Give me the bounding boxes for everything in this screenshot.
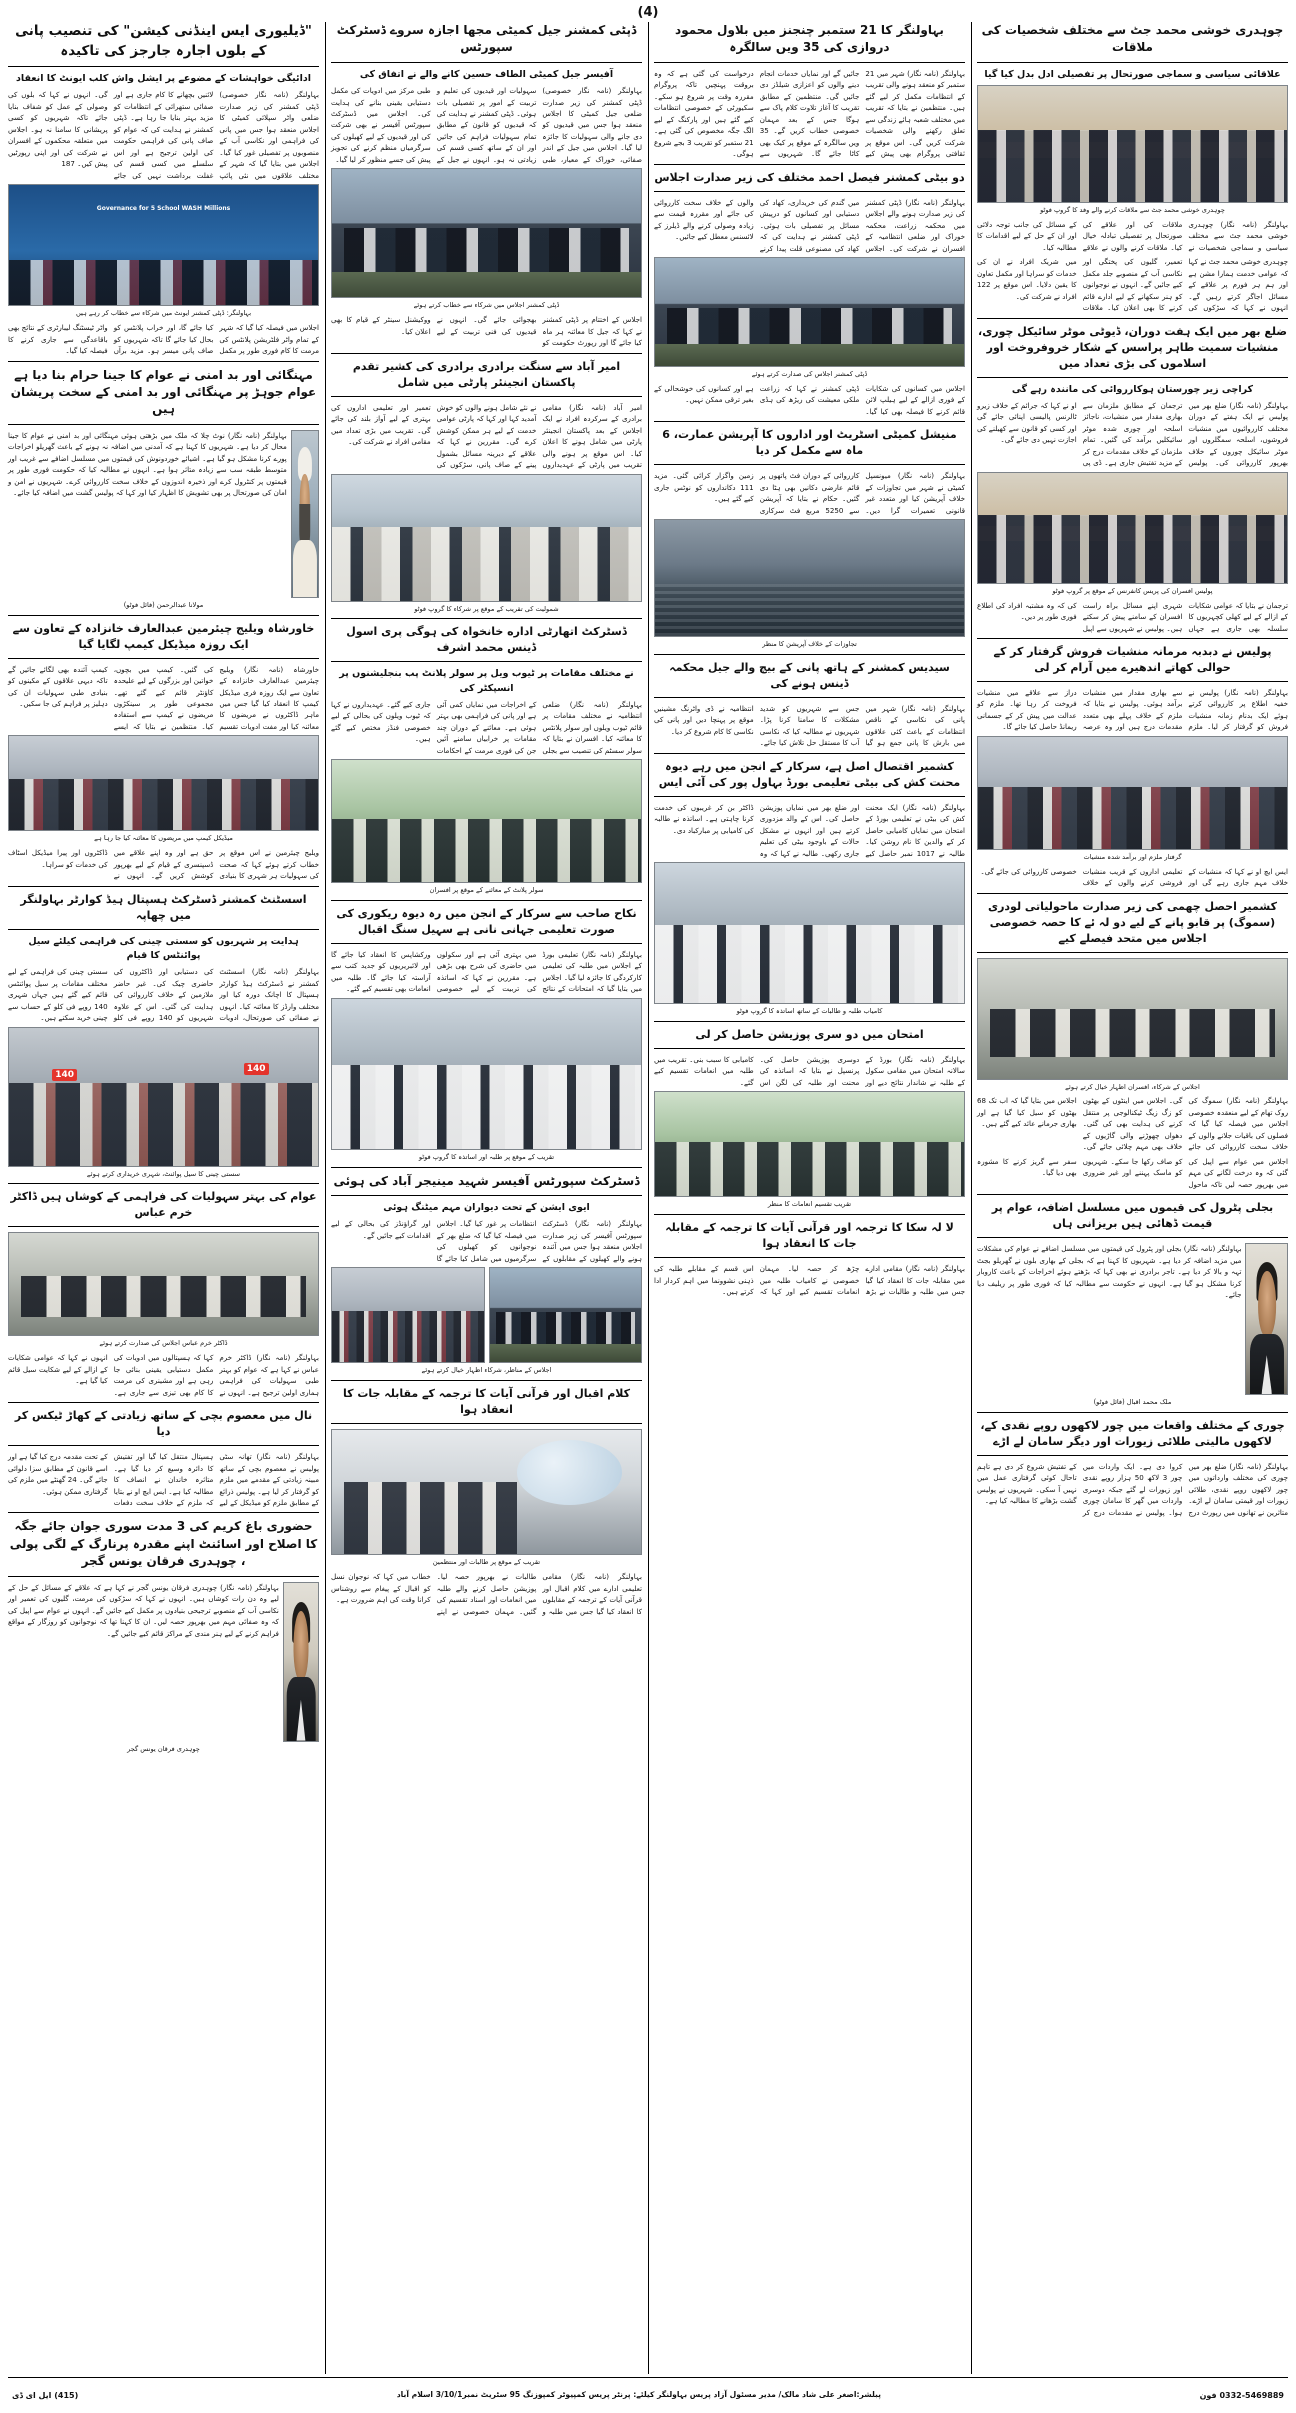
article-body: بہاولنگر (نامہ نگار) چوہدری خوشی محمد جٹ سے مختلف سیاسی و سماجی شخصیات نے ملاقات کی اور علاقے کی صورتحال پر تفصیلی تبادلہ خیال کیا۔ ملاقات کرنے والوں نے علاقے کے مسائل کی جانب توجہ دلائی اور ان کے حل کے لیے اقدامات کا مطالبہ کیا۔ [977,219,1288,252]
photo-caption: ڈپٹی کمشنر اجلاس کی صدارت کرتے ہوئے [751,370,868,379]
article-headline: ضلع بھر میں ایک ہفت دوران، ڈیوٹی موٹر سائیکل چوری، منشیات سمیت طاہر پراسس کے شکار خروفروخت اور اسلاموں کی بڑی تعداد میں [978,324,1287,370]
article-headline: بجلی پٹرول کی قیموں میں مسلسل اضافہ، عوام پر قیمت ڈھائی ہیں بریزانی ہاں [991,1201,1274,1231]
photo-caption: شمولیت کی تقریب کے موقع پر شرکاء کا گروپ فوٹو [414,604,559,613]
article-headline: سیدیس کمشنر کے ہاتھ پانی کے بیچ والے جیل محکمہ ڈینس ہونے کی [669,661,950,690]
photo-caption: ڈاکٹر خرم عباس اجلاس کی صدارت کرتے ہوئے [99,1339,228,1348]
article [977,324,1288,639]
page-footer [8,2377,1288,2412]
article-photo [8,1232,319,1336]
photo-caption: تقریب کے موقع پر طالبات اور منتظمین [432,1558,541,1567]
article [331,1173,642,1381]
photo-caption: پولیس افسران کی پریس کانفرنس کے موقع پر گروپ فوٹو [1052,586,1213,595]
photo-caption: گرفتار ملزم اور برآمد شدہ منشیات [1083,852,1182,861]
article-body: بہاولنگر (نامہ نگار) تھانہ سٹی پولیس نے معصوم بچی کے ساتھ مبینہ زیادتی کے مقدمے میں ملزم کو گرفتار کر لیا ہے۔ پولیس ذرائع کے مطابق ملزم کو میڈیکل کے لیے ہسپتال منتقل کیا گیا اور تفتیش کا دائرہ وسیع کر دیا گیا ہے۔ متاثرہ خاندان نے انصاف کا مطالبہ کیا ہے۔ ایس ایچ او نے بتایا کہ ملزم کے خلاف سخت دفعات کے تحت مقدمہ درج کیا گیا ہے اور اسے قانون کے مطابق سزا دلوائی جائے گی۔ 24 گھنٹے میں ملزم کی گرفتاری ممکن ہوئی۔ [8,1452,319,1507]
divider [331,661,642,662]
divider [977,1237,1288,1238]
article-headline: ڈسٹرکٹ سپورٹس آفیسر شہید مینیجر آباد کی ہوئی [333,1173,640,1188]
article [977,644,1288,894]
article-body: خاورشاہ (نامہ نگار) ویلیج چیئرمین عبدالعارف خانزادہ کے تعاون سے ایک روزہ فری میڈیکل کیمپ کا انعقاد کیا گیا جس میں ماہر ڈاکٹروں نے مریضوں کا معائنہ کیا اور مفت ادویات تقسیم کی گئیں۔ کیمپ میں بچوں، خواتین اور بزرگوں کے لیے علیحدہ کاؤنٹر قائم کیے گئے تھے۔ مجموعی طور پر سینکڑوں مریضوں نے کیمپ سے استفادہ کیا۔ منتظمین نے بتایا کہ ایسے کیمپ آئندہ بھی لگائے جائیں گے تاکہ دیہی علاقوں کے مکینوں کو بنیادی طبی سہولیات ان کی دہلیز پر فراہم کی جا سکیں۔ [8,664,319,731]
article-body-tail: چوہدری خوشی محمد جٹ نے کہا کہ عوامی خدمت ہمارا مشن ہے اور ہم ہر فورم پر علاقے کے مسائل اجاگر کرتے رہیں گے۔ انہوں نے کہا کہ سڑکوں کی تعمیر، گلیوں کی پختگی اور نکاسی آب کے منصوبے جلد مکمل کیے جائیں گے۔ انہوں نے نوجوانوں کو ہنر سکھانے کے لیے ادارے قائم کرنے کا بھی اعلان کیا۔ ملاقات میں شریک افراد نے ان کی خدمات کو سراہا اور مکمل تعاون کا یقین دلایا۔ اس موقع پر 122 افراد نے شرکت کی۔ [977,257,1288,313]
price-badge: 140 [244,1063,269,1075]
article-photo [283,1582,319,1742]
article [8,1189,319,1403]
divider [8,424,319,425]
article-body-tail: ایس ایچ او نے کہا کہ منشیات کے خلاف مہم جاری رہے گی اور تعلیمی اداروں کے قریب منشیات فروشی کرنے والوں کے خلاف خصوصی کارروائی کی جائے گی۔ [980,866,1288,888]
article [331,1386,642,1621]
photo-caption: کامیاب طلبہ و طالبات کے ساتھ اساتذہ کا گروپ فوٹو [736,1007,883,1016]
article-body: بہاولنگر (نامہ نگار) سموگ کی روک تھام کے لیے منعقدہ خصوصی اجلاس میں فیصلہ کیا گیا کہ فصلوں کی باقیات جلانے والوں کے خلاف سخت کارروائی کی جائے گی۔ اجلاس میں اینٹوں کے بھٹوں کو زگ زیگ ٹیکنالوجی پر منتقل کرنے کی ہدایت بھی کی گئی۔ دھواں چھوڑنے والی گاڑیوں کے خلاف بھی مہم چلائی جائے گی۔ اجلاس میں بتایا گیا کہ اب تک 68 بھٹوں کو سیل کیا گیا ہے اور بھاری جرمانے عائد کیے گئے ہیں۔ [977,1096,1288,1152]
article-headline: حضوری باغ کریم کی 3 مدت سوری جوان جائے جگہ کا اصلاح اور اسائنٹ اپنے مقدرہ پرنارگ کے لگی پولی ، چوہدری فرقان یونس گجر [9,1519,318,1569]
article-photo [977,736,1288,850]
article-headline: ڈپٹی کمشنر جیل کمیٹی مجھا اجازہ سروے ڈسٹرکٹ سپورٹس [336,23,637,55]
article-body-tail: اجلاس میں فیصلہ کیا گیا کہ شہر کے تمام واٹر فلٹریشن پلانٹس کی مرمت کا کام فوری طور پر مکمل کیا جائے گا، اور خراب پلانٹس کو بحال کیا جائے گا تاکہ شہریوں کو صاف پانی میسر ہو۔ مزید برآں واٹر ٹیسٹنگ لیبارٹری کے نتائج بھی باقاعدگی سے جاری کرنے کا فیصلہ کیا گیا۔ [8,323,319,356]
article [8,892,319,1185]
article-headline: کشمیر اقتصال اصل ہے، سرکار کے انجن میں رہے دیوہ محنت کش کی بیٹی تعلیمی بورڈ بہاول پور کی آئی ایس [658,759,961,789]
photo-caption: چوہدری فرقان یونس گجر [127,1744,200,1753]
article-body: امیر آباد (نامہ نگار) مقامی برادری کے سرکردہ افراد نے ایک اجلاس کے بعد پاکستان انجینئر پارٹی میں شامل ہونے کا اعلان کیا۔ اس موقع پر ہونے والی تقریب میں پارٹی کے عہدیداروں نے نئے شامل ہونے والوں کو خوش آمدید کہا اور کہا کہ پارٹی عوامی خدمت کے لیے ہر ممکن کوشش کرے گی۔ مقررین نے کہا کہ علاقے کے دیرینہ مسائل بشمول پینے کے صاف پانی، سڑکوں کی تعمیر اور تعلیمی اداروں کی بہتری کے لیے آواز بلند کی جائے گی۔ تقریب میں بڑی تعداد میں مقامی افراد نے شرکت کی۔ [331,402,642,470]
article [8,621,319,887]
article-body: بہاولنگر (نامہ نگار) نوٹ چلا کہ ملک میں بڑھتی ہوئی مہنگائی اور بد امنی نے عوام کا جینا محال کر دیا ہے۔ شہریوں کا کہنا ہے کہ آمدنی میں اضافہ نہ ہونے کے باعث گھریلو اخراجات پورے کرنا مشکل ہو گیا ہے۔ اشیائے خوردونوش کی قیمتوں میں مسلسل اضافے سے غریب اور متوسط طبقہ سب سے زیادہ متاثر ہوا ہے۔ انہوں نے مطالبہ کیا کہ حکومت فوری طور پر قیمتوں پر کنٹرول کرے اور ذخیرہ اندوزوں کے خلاف سخت کارروائی کرے۔ شہریوں نے امن و امان کی صورتحال پر بھی تشویش کا اظہار کیا اور کہا کہ پولیس گشت میں اضافہ کیا جائے۔ [8,430,287,498]
article-headline: "ڈیلیوری ایس اینڈنی کیشن" کی تنصیب پانی کے بلوں اجارہ جارجز کی تاکیدہ [15,23,312,59]
photo-caption: میڈیکل کیمپ میں مریضوں کا معائنہ کیا جا رہا ہے [94,834,233,843]
article-subhead: آفیسر جیل کمیٹی الطاف حسین کانے والے نے اتفاق کی [359,68,614,80]
photo-caption: تجاوزات کے خلاف آپریشن کا منظر [762,640,857,649]
article-body: بہاولنگر (نامہ نگار خصوصی) ڈپٹی کمشنر کی زیر صدارت ضلعی جیل کمیٹی کا اجلاس منعقد ہوا جس میں قیدیوں کو دی جانے والی سہولیات کا جائزہ لیا گیا۔ اجلاس میں جیل کے اندر صفائی، خوراک کے معیار، طبی سہولیات اور قیدیوں کی تعلیم و تربیت کے امور پر تفصیلی بات ہوئی۔ ڈپٹی کمشنر نے ہدایت کی کہ قیدیوں کو قانون کے مطابق تمام سہولیات فراہم کی جائیں اور ان کے ساتھ کسی قسم کی زیادتی نہ ہو۔ انہوں نے جیل کے طبی مرکز میں ادویات کی مکمل دستیابی یقینی بنانے کی ہدایت کی۔ اجلاس میں ڈسٹرکٹ سپورٹس آفیسر نے بھی شرکت کی اور قیدیوں کے لیے کھیلوں کی سرگرمیاں منظم کرنے کی تجویز پیش کی جسے منظور کر لیا گیا۔ [331,86,642,164]
article [654,22,965,165]
divider [977,377,1288,378]
article-body-tail: اجلاس کے اختتام پر ڈپٹی کمشنر نے کہا کہ جیل کا معائنہ ہر ماہ کیا جائے گا اور رپورٹ حکومت کو بھجوائی جائے گی۔ انہوں نے قیدیوں کی فنی تربیت کے لیے ووکیشنل سینٹر کے قیام کا بھی اعلان کیا۔ [331,315,642,348]
article-photo [977,85,1288,203]
article [331,359,642,620]
article-headline: نکاح صاحب سے سرکار کے انجن میں رہ دیوہ ریکوری کی صورت تعلیمی جہانی نانی ہے سہیل سنگ اقبال [336,907,637,937]
article [654,1220,965,1301]
column-1 [971,22,1288,2374]
divider [977,952,1288,953]
article-headline: کلام اقبال اور قرآنی آیات کا ترجمہ کے مقابلہ جات کا انعقاد ہوا [343,1387,630,1417]
article-headline: عوام کی بہتر سہولیات کی فراہمی کے کوشاں ہیں ڈاکٹر خرم عباس [10,1190,317,1220]
photo-caption: چوہدری خوشی محمد جٹ سے ملاقات کرنے والے وفد کا گروپ فوٹو [1040,206,1225,215]
photo-caption: تقریب کے موقع پر طلبہ اور اساتذہ کا گروپ فوٹو [418,1152,555,1161]
price-badge: 140 [52,1069,77,1081]
article [977,22,1288,319]
article-headline: امتحان میں دو سری پوزیشن حاصل کر لی [695,1028,924,1042]
divider [331,396,642,397]
article-photo [331,1267,485,1363]
divider [8,929,319,930]
article-subhead: نے مختلف مقامات پر ٹیوب ویل پر سولر پلانٹ پب بنجلیشنوں پر انسپکٹر کی [339,668,634,694]
article-photo [977,958,1288,1080]
article-photo [489,1267,643,1363]
article-headline: چوری کے مختلف واقعات میں چور لاکھوں روپے نقدی کے، لاکھوں مالیتی طلائی زیورات اور دیگر سامان لے اڑے [980,1419,1285,1449]
photo-caption: سستی چینی کا سیل پوائنٹ، شہری خریداری کرتے ہوئے [86,1169,241,1178]
divider [654,697,965,698]
article-subhead: کراچی زیر چورستان ہوکارروائی کی مانندہ رہے گی [1011,383,1254,395]
article-subhead: ایوی ایشن کے تحت دیواران مہم میٹنگ ہوئی [383,1202,590,1214]
divider [8,1576,319,1577]
article-body: بہاولنگر (نامہ نگار) میونسپل کمیٹی نے شہر میں تجاوزات کے خلاف آپریشن کیا اور متعدد غیر قانونی تعمیرات گرا دیں۔ کارروائی کے دوران فٹ پاتھوں پر قائم عارضی دکانیں بھی ہٹا دی گئیں۔ حکام نے بتایا کہ آپریشن سے 5250 مربع فٹ سرکاری زمین واگزار کرائی گئی۔ مزید 111 دکانداروں کو نوٹس جاری کیے گئے ہیں۔ [654,471,965,515]
article-headline: منیشل کمیٹی اسٹریٹ اور اداروں کا آپریشن عمارت، 6 ماہ سے مکمل کر دیا [662,428,957,458]
article-photo [8,1027,319,1167]
photo-caption: اجلاس کے مناظر، شرکاء اظہار خیال کرتے ہوئے [421,1366,552,1375]
column-2 [648,22,965,2374]
column-3 [325,22,642,2374]
article-headline: بہاولنگر کا 21 ستمبر چنجنز میں بلاول محمود دروازی کی 35 ویں سالگرہ [675,23,944,55]
article-photo [654,862,965,1004]
article [8,1518,319,1758]
article [8,22,319,362]
divider [331,1195,642,1196]
article-headline: اسسٹنٹ کمشنر ڈسٹرکٹ ہسپتال ہیڈ کوارٹر بہاولنگر میں چھاپہ [20,892,307,922]
article-photo [331,168,642,298]
article [977,1418,1288,1522]
article-body: بہاولنگر (نامہ نگار) اسسٹنٹ کمشنر نے ڈسٹرکٹ ہیڈ کوارٹر ہسپتال کا اچانک دورہ کیا اور مختلف وارڈز کا معائنہ کیا۔ انہوں نے صفائی کی صورتحال، ادویات کی دستیابی اور ڈاکٹروں کی حاضری چیک کی۔ غیر حاضر ملازمین کے خلاف کارروائی کی ہدایت کی گئی۔ اس کے علاوہ شہریوں کو 140 روپے فی کلو سستی چینی کی فراہمی کے لیے مختلف مقامات پر سیل پوائنٹس قائم کیے گئے ہیں جہاں شہری 140 روپے فی کلو کے حساب سے چینی خرید سکتے ہیں۔ [8,967,319,1023]
article [331,624,642,901]
article [331,22,642,354]
article-body-tail: اجلاس میں کسانوں کی شکایات کے فوری ازالے کے لیے ہیلپ لائن قائم کرنے کا فیصلہ بھی کیا گیا۔ ڈپٹی کمشنر نے کہا کہ زراعت ملکی معیشت کی ریڑھ کی ہڈی ہے اور کسانوں کی خوشحالی کے بغیر ترقی ممکن نہیں۔ [654,383,965,416]
article-photo [977,472,1288,584]
article [8,367,319,616]
article-body-tail: اجلاس میں عوام سے اپیل کی گئی کہ وہ درخت لگانے کی مہم میں بھرپور حصہ لیں تاکہ ماحول کو صاف رکھا جا سکے۔ شہریوں کو ماسک پہننے اور غیر ضروری سفر سے گریز کرنے کا مشورہ بھی دیا گیا۔ [977,1156,1288,1189]
article-body: بہاولنگر (نامہ نگار) شہر میں پانی کی نکاسی کے ناقص انتظامات کے باعث کئی علاقوں میں بارش کا پانی جمع ہو گیا جس سے شہریوں کو شدید مشکلات کا سامنا کرنا پڑا۔ شہریوں نے مطالبہ کیا کہ نکاسی آب کا مستقل حل تلاش کیا جائے۔ انتظامیہ نے ڈی واٹرنگ مشینیں موقع پر پہنچا دیں اور پانی کی نکاسی کا کام شروع کر دیا۔ [654,703,965,748]
article-photo [331,759,642,883]
article-body: بہاولنگر (نامہ نگار) تعلیمی بورڈ کے اجلاس میں طلبہ کی تعلیمی کارکردگی کا جائزہ لیا گیا۔ اجلاس میں بتایا گیا کہ امتحانات کے نتائج میں بہتری آئی ہے اور سکولوں میں حاضری کی شرح بھی بڑھی ہے۔ مقررین نے کہا کہ اساتذہ کی تربیت کے لیے خصوصی ورکشاپس کا انعقاد کیا جائے گا اور لائبریریوں کو جدید کتب سے آراستہ کیا جائے گا۔ طلبہ میں انعامات بھی تقسیم کیے گئے۔ [331,950,642,994]
divider [8,66,319,67]
article-headline: پولیس نے دبدبہ مرمانہ منشیات فروش گرفتار کر کے حوالی کھاتے اندھیرے میں آرام کر لی [993,645,1272,675]
article-body: بہاولنگر (نامہ نگار) ضلع بھر میں پولیس نے ایک ہفتے کے دوران مختلف کارروائیوں میں منشیات فروشوں، اسلحہ سمگلروں اور موٹر سائیکل چوروں کے خلاف بھرپور کارروائی کی۔ پولیس ترجمان کے مطابق ملزمان سے بھاری مقدار میں منشیات، ناجائز اسلحہ اور چوری شدہ موٹر سائیکلیں برآمد کی گئیں۔ تمام ملزمان کے خلاف مقدمات درج کر کے مزید تفتیش جاری ہے۔ ڈی پی او نے کہا کہ جرائم کے خلاف زیرو ٹالرنس پالیسی اپنائی جائے گی اور کسی کو قانون سے کھیلنے کی اجازت نہیں دی جائے گی۔ [977,400,1288,468]
photo-pair [331,1267,642,1363]
column-4 [8,22,319,2374]
article-subhead: علاقائی سیاسی و سماجی صورتحال پر تفصیلی ادل بدل کیا گیا [984,68,1281,80]
divider [8,658,319,659]
article [654,427,965,655]
article-photo [331,474,642,602]
footer-imprint: پبلشر:اصغر علی شاد مالک/ مدیر مسئول آزاد پریس بہاولنگر کیلئے: پرنٹر پریس کمپیوٹر کمپوزنگ 95 سٹریٹ نمبر3/10/1 اسلام آباد [396,2390,882,2400]
article-body: بہاولنگر (نامہ نگار) چوہدری فرقان یونس گجر نے کہا ہے کہ علاقے کے مسائل کے حل کے لیے وہ دن رات کوشاں ہیں۔ انہوں نے کہا کہ سڑکوں کی مرمت، گلیوں کی تعمیر اور نکاسی آب کے منصوبے ترجیحی بنیادوں پر مکمل کیے جائیں گے۔ انہوں نے عوام سے اپیل کی کہ وہ صفائی مہم میں بھرپور حصہ لیں۔ ان کا کہنا تھا کہ نوجوانوں کو روزگار کے مواقع فراہم کرنے کے لیے ہنر مندی کے مراکز قائم کیے جائیں گے۔ [8,1582,279,1638]
article [654,759,965,1022]
article-body-tail: ترجمان نے بتایا کہ عوامی شکایات کے ازالے کے لیے کھلی کچہریوں کا سلسلہ بھی جاری ہے جہاں شہری اپنے مسائل براہ راست افسران کے سامنے پیش کر سکتے ہیں۔ پولیس نے شہریوں سے اپیل کی کہ وہ مشتبہ افراد کی اطلاع فوری طور پر دیں۔ [977,600,1288,633]
page-number: (4) [637,5,659,20]
article-body: بہاولنگر (نامہ نگار) مقامی ادارے میں مقابلہ جات کا انعقاد کیا گیا جس میں طلبہ و طالبات نے بڑھ چڑھ کر حصہ لیا۔ مہمان خصوصی نے کامیاب طلبہ میں انعامات تقسیم کیے اور کہا کہ اس قسم کے مقابلے طلبہ کی ذہنی نشوونما میں اہم کردار ادا کرتے ہیں۔ [654,1264,965,1297]
article [654,170,965,423]
article-headline: امیر آباد سے سنگت برادری برادری کی کشیر تقدم پاکستان انجینئر پارٹی میں شامل [352,359,621,389]
article-body: بہاولنگر (نامہ نگار) ضلعی انتظامیہ نے مختلف مقامات پر قائم ٹیوب ویلوں اور سولر پلانٹس کا معائنہ کیا۔ افسران نے بتایا کہ سولر سسٹم کی تنصیب سے بجلی کے اخراجات میں نمایاں کمی آئی ہے اور پانی کی فراہمی بھی بہتر ہوئی ہے۔ معائنے کے دوران چند مقامات پر خرابیاں سامنے آئیں جن کی فوری مرمت کے احکامات جاری کیے گئے۔ عہدیداروں نے کہا کہ ٹیوب ویلوں کی بحالی کے لیے خصوصی فنڈز مختص کیے گئے ہیں۔ [331,699,642,755]
article-headline: نال میں معصوم بچی کے ساتھ زیادتی کے کھاڑ ٹیکس کر دیا [14,1409,313,1439]
divider [331,62,642,63]
article-subhead: ادائیگی خواہشات کے مضوعے پر ایشل واش کلب ایونٹ کا انعقاد [16,73,311,85]
article-subhead: ہدایت پر شہریوں کو سستی چینی کی فراہمی کیلئے سیل پوائنٹس کا قیام [28,935,299,961]
photo-caption: اجلاس کے شرکاء، افسران اظہار خیال کرتے ہوئے [1065,1082,1200,1091]
article-body: بہاولنگر (نامہ نگار) پولیس نے خفیہ اطلاع پر کارروائی کرتے ہوئے ایک بدنام زمانہ منشیات فروش کو گرفتار کر لیا۔ ملزم سے بھاری مقدار میں منشیات برآمد ہوئی۔ پولیس نے بتایا کہ ملزم کے خلاف پہلے بھی متعدد مقدمات درج ہیں اور وہ عرصہ دراز سے علاقے میں منشیات فروخت کر رہا تھا۔ ملزم کو عدالت میں پیش کر کے جسمانی ریمانڈ حاصل کیا جائے گا۔ [977,687,1288,732]
footer-right-text: 0332-5469889 فون [1199,2390,1284,2400]
article-photo [654,1091,965,1197]
article-headline: چوہدری خوشی محمد جٹ سے مختلف شخصیات کی ملاقات [981,23,1284,55]
article-body: بہاولنگر (نامہ نگار) ڈپٹی کمشنر کی زیر صدارت ہونے والے اجلاس میں محکمہ زراعت، محکمہ خوراک اور ضلعی انتظامیہ کے افسران نے شرکت کی۔ اجلاس میں گندم کی خریداری، کھاد کی دستیابی اور کسانوں کو درپیش مسائل پر تفصیلی بات ہوئی۔ ڈپٹی کمشنر نے ہدایت کی کہ کھاد کی مصنوعی قلت پیدا کرنے والوں کے خلاف سخت کارروائی کی جائے اور مقررہ قیمت سے زیادہ وصولی کرنے والے ڈیلرز کے لائسنس معطل کیے جائیں۔ [654,197,965,253]
divider [654,62,965,63]
article-body: بہاولنگر (نامہ نگار) بورڈ کے سالانہ امتحان میں مقامی سکول کے طلبہ نے شاندار نتائج دیے اور دوسری پوزیشن حاصل کی۔ پرنسپل نے بتایا کہ اساتذہ کی محنت اور طلبہ کی لگن اس کامیابی کا سبب بنی۔ تقریب میں طلبہ میں انعامات تقسیم کیے گئے۔ [654,1055,965,1087]
article-photo [8,184,319,306]
article-body: بہاولنگر (نامہ نگار) ڈاکٹر خرم عباس نے کہا ہے کہ عوام کو بہتر طبی سہولیات کی فراہمی ہماری اولین ترجیح ہے۔ انہوں نے کہا کہ ہسپتالوں میں ادویات کی مکمل دستیابی یقینی بنائی جا رہی ہے اور مشینری کی مرمت کا کام بھی تیزی سے جاری ہے۔ انہوں نے کہا کہ عوامی شکایات کے ازالے کے لیے شکایت سیل قائم کیا گیا ہے۔ [8,1353,319,1397]
divider [654,796,965,797]
photo-caption: سولر پلانٹ کے معائنے کے موقع پر افسران [429,886,544,895]
article-headline: دو بیٹی کمشنر فیصل احمد مختلف کی زیر صدارت اجلاس [654,170,965,184]
article [977,899,1288,1196]
divider [977,681,1288,682]
divider [977,62,1288,63]
article-body: بہاولنگر (نامہ نگار) مقامی تعلیمی ادارے میں کلام اقبال اور قرآنی آیات کے ترجمہ کے مقابلوں کا انعقاد کیا گیا جس میں طلبہ و طالبات نے بھرپور حصہ لیا۔ پوزیشن حاصل کرنے والے طلبہ میں انعامات اور اسناد تقسیم کی گئیں۔ مہمان خصوصی نے اپنے خطاب میں کہا کہ نوجوان نسل کو اقبال کے پیغام سے روشناس کرانا وقت کی اہم ضرورت ہے۔ [331,1572,642,1616]
divider [331,943,642,944]
article-photo [331,998,642,1150]
photo-caption: بہاولنگر: ڈپٹی کمشنر ایونٹ میں شرکاء سے خطاب کر رہے ہیں [75,309,252,318]
article [8,1408,319,1513]
photo-caption: تقریب تقسیم انعامات کا منظر [767,1200,852,1209]
article-body-tail: ویلیج چیئرمین نے اس موقع پر خطاب کرتے ہوئے کہا کہ صحت کی سہولیات ہر شہری کا بنیادی حق ہے اور وہ اپنے علاقے میں ڈسپنسری کے قیام کے لیے بھرپور کوشش کریں گے۔ انہوں نے ڈاکٹروں اور پیرا میڈیکل اسٹاف کی خدمات کو سراہا۔ [8,848,319,881]
article-photo [654,257,965,367]
photo-caption: ملک محمد اقبال (فائل فوٹو) [1093,1398,1172,1407]
article-body: بہاولنگر (نامہ نگار) شہر میں 21 ستمبر کو منعقد ہونے والی تقریب کے انتظامات مکمل کر لیے گئے ہیں۔ منتظمین نے بتایا کہ تقریب میں مختلف شعبہ ہائے زندگی سے تعلق رکھنے والی شخصیات شرکت کریں گی۔ اس موقع پر ثقافتی پروگرام بھی پیش کیے جائیں گے اور نمایاں خدمات انجام دینے والوں کو اعزازی شیلڈز دی جائیں گی۔ منتظمین کے مطابق تقریب کا آغاز تلاوت کلام پاک سے ہوگا جس کے بعد مہمان خصوصی خطاب کریں گے۔ 35 ویں سالگرہ کے موقع پر کیک بھی کاٹا جائے گا۔ شہریوں سے درخواست کی گئی ہے کہ وہ بروقت پہنچیں تاکہ پروگرام مقررہ وقت پر شروع ہو سکے۔ سکیورٹی کے خصوصی انتظامات کیے گئے ہیں اور پارکنگ کے لیے الگ جگہ مخصوص کی گئی ہے۔ 21 ستمبر کو تقریب 3 بجے شروع ہوگی۔ [654,68,965,159]
article-body: بہاولنگر (نامہ نگار) ایک محنت کش کی بیٹی نے تعلیمی بورڈ کے امتحان میں نمایاں کامیابی حاصل کر کے والدین کا نام روشن کیا۔ طالبہ نے 1017 نمبر حاصل کیے اور ضلع بھر میں نمایاں پوزیشن حاصل کی۔ اس کے والد مزدوری کرتے ہیں اور انہوں نے مشکل حالات کے باوجود بیٹی کی تعلیم جاری رکھی۔ طالبہ نے کہا کہ وہ ڈاکٹر بن کر غریبوں کی خدمت کرنا چاہتی ہے۔ اساتذہ نے طالبہ کی کامیابی پر مبارکباد دی۔ [654,802,965,858]
article-headline: مہنگائی اور بد امنی نے عوام کا جینا حرام بنا دیا ہے عوام جوہڑ پر مہنگائی اور بد امنی کے سخت پریشان ہیں [10,367,317,417]
article-body: بہاولنگر (نامہ نگار) ضلع بھر میں چوری کی مختلف وارداتوں میں چور لاکھوں روپے نقدی، طلائی زیورات اور قیمتی سامان لے اڑے۔ متاثرین نے تھانوں میں رپورٹ درج کروا دی ہے۔ ایک واردات میں چور 3 لاکھ 50 ہزار روپے نقدی اور زیورات لے گئے جبکہ دوسری واردات میں گھر کا سامان چوری ہوا۔ پولیس نے مقدمات درج کر کے تفتیش شروع کر دی ہے تاہم تاحال کوئی گرفتاری عمل میں نہیں آ سکی۔ شہریوں نے پولیس گشت بڑھانے کا مطالبہ کیا ہے۔ [977,1462,1288,1517]
article-photo [8,735,319,831]
article-photo [1245,1243,1288,1395]
article-headline: ڈسٹرکٹ اتھارٹی اداره خانخواہ کی ہوگی پری اسول ڈینس محمد اشرف [346,625,627,655]
photo-caption: مولانا عبدالرحمن (فائل فوٹو) [123,600,204,609]
article-photo [291,430,319,598]
article-body: بہاولنگر (نامہ نگار) بجلی اور پٹرول کی قیمتوں میں مسلسل اضافے نے عوام کی مشکلات میں مزید اضافہ کر دیا ہے۔ شہریوں کا کہنا ہے کہ بجلی کے بھاری بلوں نے گھریلو بجٹ تہہ و بالا کر دیا ہے۔ تاجر برادری نے بھی کہا کہ بڑھتے ہوئے اخراجات کے باعث کاروبار کرنا مشکل ہو گیا ہے۔ انہوں نے حکومت سے مطالبہ کیا کہ فوری طور پر ریلیف دیا جائے۔ [977,1244,1242,1300]
footer-left-text: (415) ایل ای ڈی [12,2390,79,2400]
article-photo [331,1429,642,1555]
article-headline: کشمیر احصل چھمی کی زیر صدارت ماحولیاتی لودری (سموگ) پر قابو پانے کے لیے دو لہ ئے کا حصہ خصوصی اجلاس میں متحد فیصلے کیے [988,899,1277,945]
banner-text: Governance for 5 School WASH Millions [96,205,231,213]
article-body: بہاولنگر (نامہ نگار خصوصی) ڈپٹی کمشنر کی زیر صدارت ضلعی واٹر سپلائی کمیٹی کا اجلاس منعقد ہوا جس میں پانی کی فراہمی اور نکاسی آب کے منصوبوں پر تفصیلی غور کیا گیا۔ اجلاس میں بتایا گیا کہ شہر کے مختلف علاقوں میں نئی پائپ لائنیں بچھانے کا کام جاری ہے اور صفائی ستھرائی کے انتظامات کو مزید بہتر بنایا جا رہا ہے۔ ڈپٹی کمشنر نے ہدایت کی کہ عوام کو صاف پانی کی فراہمی حکومت کی اولین ترجیح ہے اور اس سلسلے میں کسی قسم کی غفلت برداشت نہیں کی جائے گی۔ انہوں نے کہا کہ بلوں کی وصولی کے عمل کو شفاف بنایا جائے تاکہ شہریوں کو کسی پریشانی کا سامنا نہ ہو۔ اجلاس میں متعلقہ محکموں کے افسران نے شرکت کی اور اپنی رپورٹیں پیش کیں۔ 187 [8,90,319,180]
divider [654,464,965,465]
article-body: بہاولنگر (نامہ نگار) ڈسٹرکٹ سپورٹس آفیسر کی زیر صدارت اجلاس منعقد ہوا جس میں آئندہ ہونے والے کھیلوں کے مقابلوں کے انتظامات پر غور کیا گیا۔ اجلاس میں فیصلہ کیا گیا کہ ضلع بھر کے نوجوانوں کو کھیلوں کی سرگرمیوں میں شامل کیا جائے گا اور گراؤنڈز کی بحالی کے لیے اقدامات کیے جائیں گے۔ [331,1219,642,1263]
article [977,1200,1288,1413]
divider [8,1226,319,1227]
photo-caption: ڈپٹی کمشنر اجلاس میں شرکاء سے خطاب کرتے ہوئے [413,301,560,310]
divider [654,191,965,192]
divider [654,1048,965,1049]
article [654,1027,965,1215]
article-photo [654,519,965,637]
article [331,906,642,1168]
article [654,660,965,754]
article-headline: لا لہ سکا کا ترجمہ اور قرآنی آیات کا ترجمہ کے مقابلہ جات کا انعقاد ہوا [665,1221,954,1251]
article-headline: خاورشاہ ویلیج چیئرمین عبدالعارف خانزادہ کے تعاون سے ایک روزہ میڈیکل کیمپ لگایا گیا [12,621,315,651]
column-container [8,22,1288,2374]
divider [331,1423,642,1424]
divider [8,1445,319,1446]
divider [654,1257,965,1258]
divider [977,1455,1288,1456]
